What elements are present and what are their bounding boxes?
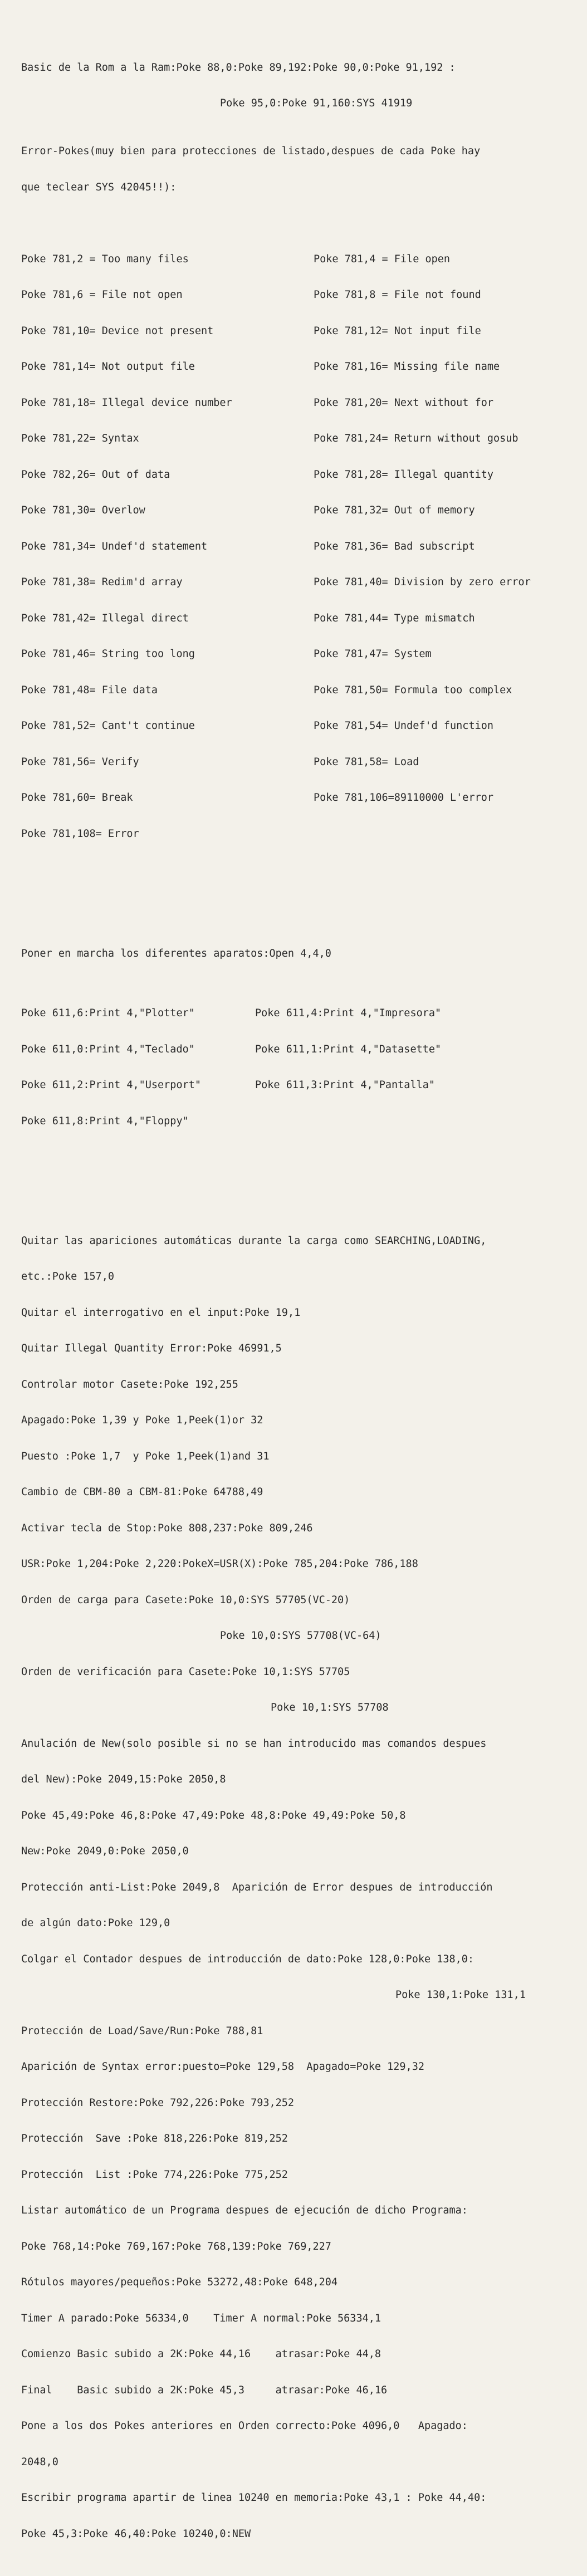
error-poke-entry: Poke 781,46= String too long	[21, 648, 195, 660]
basic-rom-ram-line-1: Basic de la Rom a la Ram:Poke 88,0:Poke 89,192:Poke 90,0:Poke 91,192 :	[21, 61, 456, 74]
misc-line: Protección de Load/Save/Run:Poke 788,81	[21, 2025, 263, 2037]
misc-line: Puesto :Poke 1,7 y Poke 1,Peek(1)and 31	[21, 1450, 270, 1462]
misc-line: Orden de carga para Casete:Poke 10,0:SYS 57705(VC-20)	[21, 1594, 350, 1606]
error-poke-entry: Poke 781,108= Error	[21, 827, 139, 840]
error-poke-entry: Poke 781,14= Not output file	[21, 361, 195, 373]
error-poke-entry: Poke 781,32= Out of memory	[314, 505, 475, 516]
misc-line: Quitar las apariciones automáticas durante la carga como SEARCHING,LOADING,	[21, 1235, 487, 1247]
error-poke-entry: Poke 781,50= Formula too complex	[314, 684, 512, 696]
error-poke-entry: Poke 781,10= Device not present	[21, 325, 214, 337]
misc-line: Poke 10,0:SYS 57708(VC-64)	[220, 1630, 381, 1642]
misc-line: Rótulos mayores/pequeños:Poke 53272,48:Poke 648,204	[21, 2276, 338, 2288]
device-entry: Poke 611,0:Print 4,"Teclado"	[21, 1043, 195, 1055]
error-poke-entry: Poke 781,20= Next without for	[314, 396, 494, 409]
device-entry: Poke 611,6:Print 4,"Plotter"	[21, 1007, 195, 1019]
error-poke-entry: Poke 781,36= Bad subscript	[314, 540, 475, 552]
error-poke-entry: Poke 781,2 = Too many files	[21, 253, 189, 265]
misc-line: Poke 45,3:Poke 46,40:Poke 10240,0:NEW	[21, 2528, 251, 2540]
misc-line: Pone a los dos Pokes anteriores en Orden correcto:Poke 4096,0 Apagado:	[21, 2420, 468, 2432]
misc-line: Protección List :Poke 774,226:Poke 775,252	[21, 2168, 288, 2181]
error-poke-entry: Poke 781,56= Verify	[21, 756, 139, 768]
misc-line: del New):Poke 2049,15:Poke 2050,8	[21, 1774, 226, 1785]
misc-line: Orden de verificación para Casete:Poke 10,1:SYS 57705	[21, 1666, 350, 1678]
error-poke-entry: Poke 781,8 = File not found	[314, 289, 481, 301]
misc-line: Escribir programa apartir de linea 10240 en memoria:Poke 43,1 : Poke 44,40:	[21, 2492, 487, 2504]
device-entry: Poke 611,3:Print 4,"Pantalla"	[255, 1079, 436, 1091]
misc-line: etc.:Poke 157,0	[21, 1271, 115, 1282]
misc-line: USR:Poke 1,204:Poke 2,220:PokeX=USR(X):Poke 785,204:Poke 786,188	[21, 1558, 418, 1570]
devices-right-column	[255, 983, 576, 1151]
misc-line: de algún dato:Poke 129,0	[21, 1917, 170, 1929]
misc-line: Poke 45,49:Poke 46,8:Poke 47,49:Poke 48,8:Poke 49,49:Poke 50,8	[21, 1809, 406, 1821]
error-poke-entry: Poke 781,16= Missing file name	[314, 361, 500, 373]
error-poke-entry: Poke 781,28= Illegal quantity	[314, 468, 494, 481]
basic-rom-ram-line-2: Poke 95,0:Poke 91,160:SYS 41919	[220, 97, 413, 109]
devices-table	[21, 983, 576, 1151]
misc-line: Poke 10,1:SYS 57708	[271, 1702, 389, 1713]
misc-line: Poke 130,1:Poke 131,1	[395, 1989, 526, 2001]
error-poke-entry: Poke 781,54= Undef'd function	[314, 720, 494, 732]
error-poke-entry: Poke 781,4 = File open	[314, 253, 451, 265]
error-poke-entry: Poke 781,60= Break	[21, 792, 133, 804]
error-poke-entry: Poke 781,12= Not input file	[314, 325, 481, 337]
misc-line: Timer A parado:Poke 56334,0 Timer A normal:Poke 56334,1	[21, 2312, 381, 2324]
misc-line: Aparición de Syntax error:puesto=Poke 129,58 Apagado=Poke 129,32	[21, 2061, 424, 2073]
error-pokes-right-column	[314, 229, 576, 864]
error-pokes-left-column	[21, 229, 314, 864]
device-entry: Poke 611,8:Print 4,"Floppy"	[21, 1115, 189, 1127]
misc-line: Poke 768,14:Poke 769,167:Poke 768,139:Poke 769,227	[21, 2240, 331, 2252]
error-poke-entry: Poke 781,42= Illegal direct	[21, 612, 189, 624]
misc-line: 2048,0	[21, 2456, 58, 2468]
misc-line: Apagado:Poke 1,39 y Poke 1,Peek(1)or 32	[21, 1414, 263, 1426]
misc-line: Final Basic subido a 2K:Poke 45,3 atrasar:Poke 46,16	[21, 2384, 388, 2396]
error-pokes-intro-2: que teclear SYS 42045!!):	[21, 181, 177, 193]
error-poke-entry: Poke 781,24= Return without gosub	[314, 433, 518, 444]
misc-line: Quitar Illegal Quantity Error:Poke 46991,5	[21, 1343, 282, 1354]
error-pokes-intro-1: Error-Pokes(muy bien para protecciones de listado,despues de cada Poke hay	[21, 145, 481, 157]
misc-line: Quitar el interrogativo en el input:Poke 19,1	[21, 1306, 301, 1319]
error-poke-entry: Poke 781,34= Undef'd statement	[21, 540, 208, 552]
misc-line: New:Poke 2049,0:Poke 2050,0	[21, 1845, 189, 1857]
error-poke-entry: Poke 781,106=89110000 L'error	[314, 792, 494, 804]
device-entry: Poke 611,1:Print 4,"Datasette"	[255, 1043, 442, 1055]
devices-intro: Poner en marcha los diferentes aparatos:Open 4,4,0	[21, 947, 331, 959]
error-pokes-table	[21, 229, 576, 864]
error-poke-entry: Poke 781,38= Redim'd array	[21, 576, 183, 588]
misc-line: Controlar motor Casete:Poke 192,255	[21, 1378, 238, 1390]
section-spacer	[21, 900, 576, 912]
devices-left-column	[21, 983, 255, 1151]
error-poke-entry: Poke 782,26= Out of data	[21, 468, 170, 481]
error-poke-entry: Poke 781,30= Overlow	[21, 505, 145, 516]
error-poke-entry: Poke 781,18= Illegal device number	[21, 396, 232, 409]
document-body	[21, 26, 576, 2576]
error-poke-entry: Poke 781,22= Syntax	[21, 433, 139, 444]
misc-line: Protección anti-List:Poke 2049,8 Aparición de Error despues de introducción	[21, 1881, 493, 1893]
misc-line: Listar automático de un Programa despues de ejecución de dicho Programa:	[21, 2205, 468, 2216]
misc-line: Colgar el Contador despues de introducción de dato:Poke 128,0:Poke 138,0:	[21, 1953, 475, 1965]
misc-line: Cambio de CBM-80 a CBM-81:Poke 64788,49	[21, 1486, 263, 1498]
error-poke-entry: Poke 781,47= System	[314, 648, 432, 660]
error-poke-entry: Poke 781,58= Load	[314, 756, 419, 768]
device-entry: Poke 611,4:Print 4,"Impresora"	[255, 1007, 442, 1019]
error-poke-entry: Poke 781,44= Type mismatch	[314, 612, 475, 624]
error-poke-entry: Poke 781,48= File data	[21, 684, 158, 696]
device-entry: Poke 611,2:Print 4,"Userport"	[21, 1079, 202, 1091]
error-poke-entry: Poke 781,6 = File not open	[21, 289, 183, 301]
section-spacer	[21, 1187, 576, 1199]
error-poke-entry: Poke 781,40= Division by zero error	[314, 576, 531, 588]
misc-line: Protección Save :Poke 818,226:Poke 819,252	[21, 2133, 288, 2144]
misc-line: Anulación de New(solo posible si no se han introducido mas comandos despues	[21, 1737, 487, 1750]
misc-line: Activar tecla de Stop:Poke 808,237:Poke 809,246	[21, 1522, 313, 1534]
error-poke-entry: Poke 781,52= Cant't continue	[21, 720, 195, 732]
misc-line: Protección Restore:Poke 792,226:Poke 793,252	[21, 2097, 295, 2109]
misc-line: Comienzo Basic subido a 2K:Poke 44,16 atrasar:Poke 44,8	[21, 2348, 381, 2360]
